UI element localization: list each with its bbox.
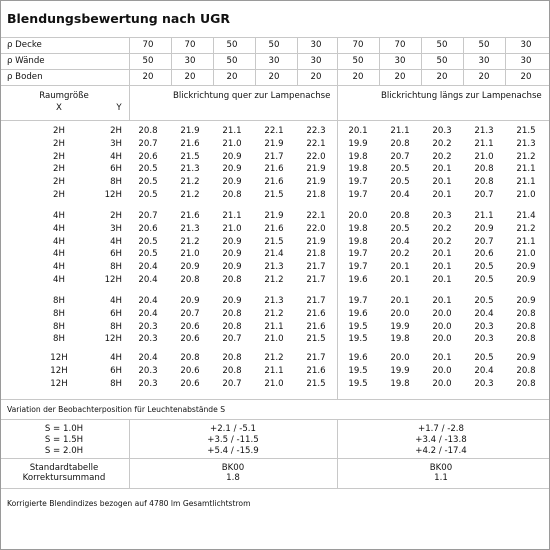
- ugr-value: 20.0: [432, 321, 452, 332]
- room-x: 4H: [53, 223, 65, 234]
- column-divider: [129, 419, 130, 488]
- ugr-value: 20.2: [390, 249, 410, 260]
- ugr-value: 21.8: [306, 249, 326, 260]
- ugr-value: 20.0: [348, 211, 368, 221]
- ugr-value: 22.1: [306, 138, 326, 149]
- ugr-value: 20.2: [432, 223, 452, 234]
- rho-value: 30: [478, 56, 490, 66]
- ugr-value: 21.1: [264, 365, 284, 376]
- room-x: 2H: [53, 138, 65, 149]
- ugr-value: 20.1: [390, 262, 410, 273]
- room-y: 8H: [110, 321, 122, 332]
- ugr-value: 20.7: [390, 151, 410, 162]
- ugr-value: 20.5: [474, 275, 494, 285]
- rho-value: 20: [310, 72, 322, 82]
- room-x: 2H: [53, 126, 65, 136]
- rho-value: 30: [394, 56, 406, 66]
- rho-value: 50: [478, 40, 490, 50]
- room-x: 4H: [53, 262, 65, 273]
- ugr-value: 20.1: [432, 177, 452, 188]
- ugr-value: 21.6: [264, 177, 284, 188]
- room-y: 8H: [110, 177, 122, 188]
- room-y: 6H: [110, 164, 122, 175]
- ugr-value: 21.5: [180, 151, 200, 162]
- ugr-value: 21.5: [264, 190, 284, 200]
- ugr-value: 20.4: [474, 365, 494, 376]
- rho-value: 50: [226, 40, 238, 50]
- room-x: 12H: [50, 378, 68, 389]
- rho-value: 50: [352, 56, 364, 66]
- rho-value: 20: [226, 72, 238, 82]
- ugr-value: 20.1: [432, 164, 452, 175]
- room-x: 12H: [50, 353, 68, 363]
- column-divider: [337, 419, 338, 488]
- room-x: 8H: [53, 308, 65, 319]
- ugr-value: 21.3: [180, 164, 200, 175]
- ugr-value: 20.8: [222, 275, 242, 285]
- rho-value: 20: [436, 72, 448, 82]
- ugr-value: 20.6: [474, 249, 494, 260]
- laengs-header: Blickrichtung längs zur Lampenachse: [381, 91, 542, 101]
- ugr-value: 20.8: [138, 126, 158, 136]
- ugr-value: 20.3: [474, 378, 494, 389]
- ugr-value: 20.6: [138, 151, 158, 162]
- room-x: 8H: [53, 321, 65, 332]
- divider: [1, 419, 549, 420]
- ugr-value: 20.9: [180, 262, 200, 273]
- ugr-value: 20.5: [390, 164, 410, 175]
- ugr-value: 21.0: [516, 249, 536, 260]
- ugr-value: 21.3: [516, 138, 536, 149]
- room-size-label: Raumgröße: [39, 91, 89, 101]
- laengs-standard: BK00: [429, 463, 453, 473]
- room-x: 2H: [53, 151, 65, 162]
- rho-value: 50: [226, 56, 238, 66]
- ugr-value: 21.6: [306, 308, 326, 319]
- ugr-value: 21.2: [516, 151, 536, 162]
- ugr-value: 21.1: [516, 164, 536, 175]
- ugr-value: 19.6: [348, 308, 368, 319]
- ugr-value: 21.6: [180, 211, 200, 221]
- room-y: 4H: [110, 296, 122, 306]
- ugr-value: 21.7: [306, 296, 326, 306]
- room-x: 2H: [53, 177, 65, 188]
- ugr-value: 20.3: [474, 321, 494, 332]
- ugr-value: 20.8: [390, 138, 410, 149]
- room-x: 4H: [53, 275, 65, 285]
- room-y: 4H: [110, 151, 122, 162]
- ugr-value: 21.2: [516, 223, 536, 234]
- room-x: 8H: [53, 334, 65, 345]
- ugr-value: 20.5: [138, 164, 158, 175]
- variation-quer: +3.5 / -11.5: [207, 435, 259, 445]
- ugr-value: 20.5: [474, 296, 494, 306]
- ugr-value: 20.8: [516, 334, 536, 345]
- rho-value: 20: [520, 72, 532, 82]
- ugr-value: 20.4: [390, 190, 410, 200]
- ugr-value: 19.9: [390, 365, 410, 376]
- ugr-value: 20.9: [222, 151, 242, 162]
- ugr-value: 20.4: [138, 275, 158, 285]
- ugr-value: 20.4: [138, 262, 158, 273]
- ugr-value: 20.5: [138, 190, 158, 200]
- ugr-value: 20.1: [348, 126, 368, 136]
- x-label: X: [56, 103, 62, 113]
- ugr-value: 20.9: [516, 275, 536, 285]
- ugr-value: 21.9: [264, 138, 284, 149]
- divider: [1, 399, 549, 400]
- ugr-value: 20.9: [516, 353, 536, 363]
- ugr-value: 20.8: [474, 164, 494, 175]
- ugr-value: 20.8: [516, 308, 536, 319]
- ugr-value: 21.2: [264, 353, 284, 363]
- room-y: 6H: [110, 249, 122, 260]
- ugr-value: 19.8: [390, 378, 410, 389]
- ugr-value: 21.1: [222, 126, 242, 136]
- ugr-value: 21.4: [516, 211, 536, 221]
- variation-laengs: +4.2 / -17.4: [415, 446, 467, 456]
- ugr-value: 20.8: [180, 353, 200, 363]
- ugr-value: 20.8: [516, 378, 536, 389]
- ugr-value: 21.0: [222, 138, 242, 149]
- room-x: 4H: [53, 236, 65, 247]
- room-y: 2H: [110, 211, 122, 221]
- quer-correction: 1.8: [226, 473, 240, 483]
- divider: [1, 37, 549, 38]
- rho-value: 30: [310, 56, 322, 66]
- ugr-value: 20.8: [222, 308, 242, 319]
- room-y: 6H: [110, 365, 122, 376]
- rho-value: 70: [352, 40, 364, 50]
- standard-table-label: Standardtabelle: [29, 463, 99, 473]
- rho-value: 20: [478, 72, 490, 82]
- ugr-value: 21.3: [180, 223, 200, 234]
- ugr-value: 21.3: [264, 296, 284, 306]
- variation-laengs: +1.7 / -2.8: [418, 424, 464, 434]
- rho-label: ρ Decke: [7, 40, 42, 50]
- ugr-value: 21.7: [306, 262, 326, 273]
- variation-label: Variation der Beobachterposition für Leuchtenabstände S: [7, 405, 226, 414]
- ugr-value: 19.7: [348, 177, 368, 188]
- ugr-value: 21.1: [222, 211, 242, 221]
- ugr-value: 20.8: [516, 365, 536, 376]
- room-x: 2H: [53, 164, 65, 175]
- ugr-value: 19.5: [348, 321, 368, 332]
- ugr-value: 19.5: [348, 365, 368, 376]
- ugr-value: 19.9: [390, 321, 410, 332]
- ugr-value: 21.0: [264, 378, 284, 389]
- room-y: 8H: [110, 262, 122, 273]
- divider: [1, 488, 549, 489]
- ugr-value: 21.2: [180, 190, 200, 200]
- ugr-value: 19.8: [348, 223, 368, 234]
- ugr-value: 20.8: [222, 353, 242, 363]
- ugr-value: 20.8: [222, 190, 242, 200]
- y-label: Y: [116, 103, 122, 113]
- ugr-value: 20.9: [222, 164, 242, 175]
- room-y: 12H: [104, 275, 122, 285]
- ugr-value: 21.7: [264, 151, 284, 162]
- ugr-value: 20.5: [138, 249, 158, 260]
- room-y: 6H: [110, 308, 122, 319]
- ugr-value: 20.6: [180, 378, 200, 389]
- rho-value: 20: [394, 72, 406, 82]
- ugr-value: 20.5: [138, 236, 158, 247]
- ugr-value: 21.6: [306, 365, 326, 376]
- ugr-value: 20.9: [516, 296, 536, 306]
- divider: [1, 69, 549, 70]
- ugr-value: 21.9: [306, 164, 326, 175]
- ugr-value: 20.3: [138, 334, 158, 345]
- ugr-value: 22.0: [306, 151, 326, 162]
- rho-value: 70: [394, 40, 406, 50]
- ugr-value: 20.9: [222, 249, 242, 260]
- rho-value: 30: [268, 56, 280, 66]
- rho-value: 50: [268, 40, 280, 50]
- ugr-value: 21.5: [306, 334, 326, 345]
- ugr-value: 19.7: [348, 296, 368, 306]
- rho-value: 70: [184, 40, 196, 50]
- ugr-value: 20.4: [474, 308, 494, 319]
- ugr-value: 20.7: [138, 138, 158, 149]
- divider: [1, 458, 549, 459]
- ugr-value: 20.0: [432, 378, 452, 389]
- ugr-value: 21.3: [474, 126, 494, 136]
- ugr-value: 20.7: [222, 378, 242, 389]
- ugr-value: 21.5: [516, 126, 536, 136]
- room-y: 8H: [110, 378, 122, 389]
- room-y: 12H: [104, 334, 122, 345]
- ugr-value: 20.3: [138, 321, 158, 332]
- ugr-value: 20.6: [138, 223, 158, 234]
- ugr-value: 20.0: [390, 308, 410, 319]
- ugr-value: 21.7: [306, 353, 326, 363]
- ugr-value: 20.5: [474, 262, 494, 273]
- ugr-value: 21.6: [306, 321, 326, 332]
- room-y: 4H: [110, 236, 122, 247]
- ugr-value: 20.9: [180, 296, 200, 306]
- ugr-value: 22.1: [264, 126, 284, 136]
- room-y: 12H: [104, 190, 122, 200]
- ugr-value: 20.3: [138, 365, 158, 376]
- ugr-value: 21.9: [306, 236, 326, 247]
- ugr-value: 20.8: [222, 365, 242, 376]
- ugr-value: 19.5: [348, 378, 368, 389]
- ugr-value: 22.1: [306, 211, 326, 221]
- ugr-value: 21.2: [180, 177, 200, 188]
- ugr-value: 20.1: [390, 296, 410, 306]
- ugr-value: 20.7: [138, 211, 158, 221]
- ugr-value: 21.7: [306, 275, 326, 285]
- ugr-value: 20.9: [516, 262, 536, 273]
- rho-value: 30: [310, 40, 322, 50]
- ugr-value: 19.8: [348, 151, 368, 162]
- rho-label: ρ Boden: [7, 72, 43, 82]
- rho-value: 30: [520, 40, 532, 50]
- ugr-value: 21.4: [264, 249, 284, 260]
- room-x: 12H: [50, 365, 68, 376]
- ugr-value: 20.9: [222, 296, 242, 306]
- ugr-value: 20.9: [222, 177, 242, 188]
- variation-quer: +2.1 / -5.1: [210, 424, 256, 434]
- rho-value: 30: [184, 56, 196, 66]
- ugr-value: 20.8: [180, 275, 200, 285]
- divider: [1, 85, 549, 86]
- ugr-value: 20.1: [390, 275, 410, 285]
- rho-value: 20: [268, 72, 280, 82]
- ugr-value: 21.2: [264, 308, 284, 319]
- ugr-value: 20.0: [432, 334, 452, 345]
- spacing-label: S = 2.0H: [44, 446, 84, 456]
- rho-value: 30: [520, 56, 532, 66]
- ugr-value: 20.3: [138, 378, 158, 389]
- ugr-value: 21.2: [180, 236, 200, 247]
- ugr-value: 20.1: [432, 296, 452, 306]
- ugr-value: 21.9: [264, 211, 284, 221]
- ugr-value: 21.2: [264, 275, 284, 285]
- rho-value: 70: [142, 40, 154, 50]
- ugr-value: 22.3: [306, 126, 326, 136]
- ugr-value: 19.5: [348, 334, 368, 345]
- ugr-value: 20.8: [516, 321, 536, 332]
- ugr-value: 19.7: [348, 249, 368, 260]
- ugr-value: 20.4: [138, 353, 158, 363]
- ugr-value: 19.6: [348, 275, 368, 285]
- ugr-value: 21.8: [306, 190, 326, 200]
- ugr-value: 21.0: [180, 249, 200, 260]
- ugr-value: 20.1: [432, 249, 452, 260]
- laengs-correction: 1.1: [434, 473, 448, 483]
- ugr-value: 21.5: [306, 378, 326, 389]
- ugr-value: 20.5: [390, 223, 410, 234]
- divider: [1, 53, 549, 54]
- ugr-value: 21.3: [264, 262, 284, 273]
- ugr-value: 20.3: [432, 211, 452, 221]
- footnote: Korrigierte Blendindizes bezogen auf 4780 lm Gesamtlichtstrom: [7, 499, 251, 508]
- ugr-value: 20.7: [474, 236, 494, 247]
- ugr-value: 21.1: [516, 236, 536, 247]
- ugr-value: 21.6: [264, 164, 284, 175]
- ugr-value: 20.5: [474, 353, 494, 363]
- correction-label: Korrektursummand: [22, 473, 106, 483]
- ugr-value: 20.1: [432, 353, 452, 363]
- ugr-value: 20.6: [180, 334, 200, 345]
- ugr-value: 20.7: [222, 334, 242, 345]
- spacing-label: S = 1.0H: [44, 424, 84, 434]
- rho-value: 50: [142, 56, 154, 66]
- room-x: 8H: [53, 296, 65, 306]
- ugr-value: 20.9: [474, 223, 494, 234]
- room-x: 4H: [53, 211, 65, 221]
- ugr-value: 20.1: [432, 190, 452, 200]
- ugr-value: 20.0: [390, 353, 410, 363]
- ugr-value: 20.3: [432, 126, 452, 136]
- variation-laengs: +3.4 / -13.8: [415, 435, 467, 445]
- divider: [1, 120, 549, 121]
- ugr-value: 19.9: [348, 138, 368, 149]
- rho-value: 50: [436, 40, 448, 50]
- ugr-value: 20.9: [222, 262, 242, 273]
- ugr-value: 20.0: [432, 365, 452, 376]
- variation-quer: +5.4 / -15.9: [207, 446, 259, 456]
- ugr-value: 21.0: [516, 190, 536, 200]
- ugr-value: 20.2: [432, 151, 452, 162]
- ugr-value: 19.8: [348, 164, 368, 175]
- ugr-value: 21.5: [264, 236, 284, 247]
- ugr-value: 21.6: [264, 223, 284, 234]
- ugr-value: 21.0: [474, 151, 494, 162]
- ugr-value: 21.1: [474, 211, 494, 221]
- room-x: 4H: [53, 249, 65, 260]
- ugr-value: 21.6: [180, 138, 200, 149]
- ugr-value: 20.8: [474, 177, 494, 188]
- rho-value: 50: [436, 56, 448, 66]
- room-y: 2H: [110, 126, 122, 136]
- ugr-value: 20.7: [180, 308, 200, 319]
- rho-value: 20: [142, 72, 154, 82]
- ugr-value: 20.9: [222, 236, 242, 247]
- ugr-value: 20.0: [432, 308, 452, 319]
- ugr-value: 20.8: [222, 321, 242, 332]
- ugr-value: 19.7: [348, 190, 368, 200]
- quer-header: Blickrichtung quer zur Lampenachse: [173, 91, 331, 101]
- spacing-label: S = 1.5H: [44, 435, 84, 445]
- ugr-value: 20.6: [180, 365, 200, 376]
- ugr-value: 20.4: [138, 308, 158, 319]
- ugr-value: 20.3: [474, 334, 494, 345]
- ugr-value: 21.1: [516, 177, 536, 188]
- ugr-value: 21.1: [264, 321, 284, 332]
- quer-standard: BK00: [221, 463, 245, 473]
- ugr-value: 21.9: [306, 177, 326, 188]
- ugr-value: 20.8: [390, 211, 410, 221]
- page-title: Blendungsbewertung nach UGR: [7, 11, 231, 26]
- ugr-value: 19.8: [348, 236, 368, 247]
- ugr-value: 19.7: [348, 262, 368, 273]
- ugr-value: 20.4: [390, 236, 410, 247]
- ugr-value: 20.4: [138, 296, 158, 306]
- rho-value: 20: [352, 72, 364, 82]
- ugr-value: 21.9: [180, 126, 200, 136]
- ugr-value: 20.5: [390, 177, 410, 188]
- ugr-value: 22.0: [306, 223, 326, 234]
- ugr-value: 20.1: [432, 275, 452, 285]
- ugr-value: 20.7: [474, 190, 494, 200]
- ugr-value: 21.1: [474, 138, 494, 149]
- ugr-value: 20.2: [432, 236, 452, 247]
- room-y: 3H: [110, 223, 122, 234]
- ugr-value: 19.6: [348, 353, 368, 363]
- room-y: 3H: [110, 138, 122, 149]
- ugr-value: 20.5: [138, 177, 158, 188]
- ugr-value: 20.6: [180, 321, 200, 332]
- ugr-value: 21.1: [390, 126, 410, 136]
- ugr-value: 20.1: [432, 262, 452, 273]
- ugr-value: 19.8: [390, 334, 410, 345]
- rho-value: 20: [184, 72, 196, 82]
- ugr-value: 21.0: [222, 223, 242, 234]
- room-x: 2H: [53, 190, 65, 200]
- rho-label: ρ Wände: [7, 56, 45, 66]
- room-y: 4H: [110, 353, 122, 363]
- ugr-value: 20.2: [432, 138, 452, 149]
- ugr-value: 21.0: [264, 334, 284, 345]
